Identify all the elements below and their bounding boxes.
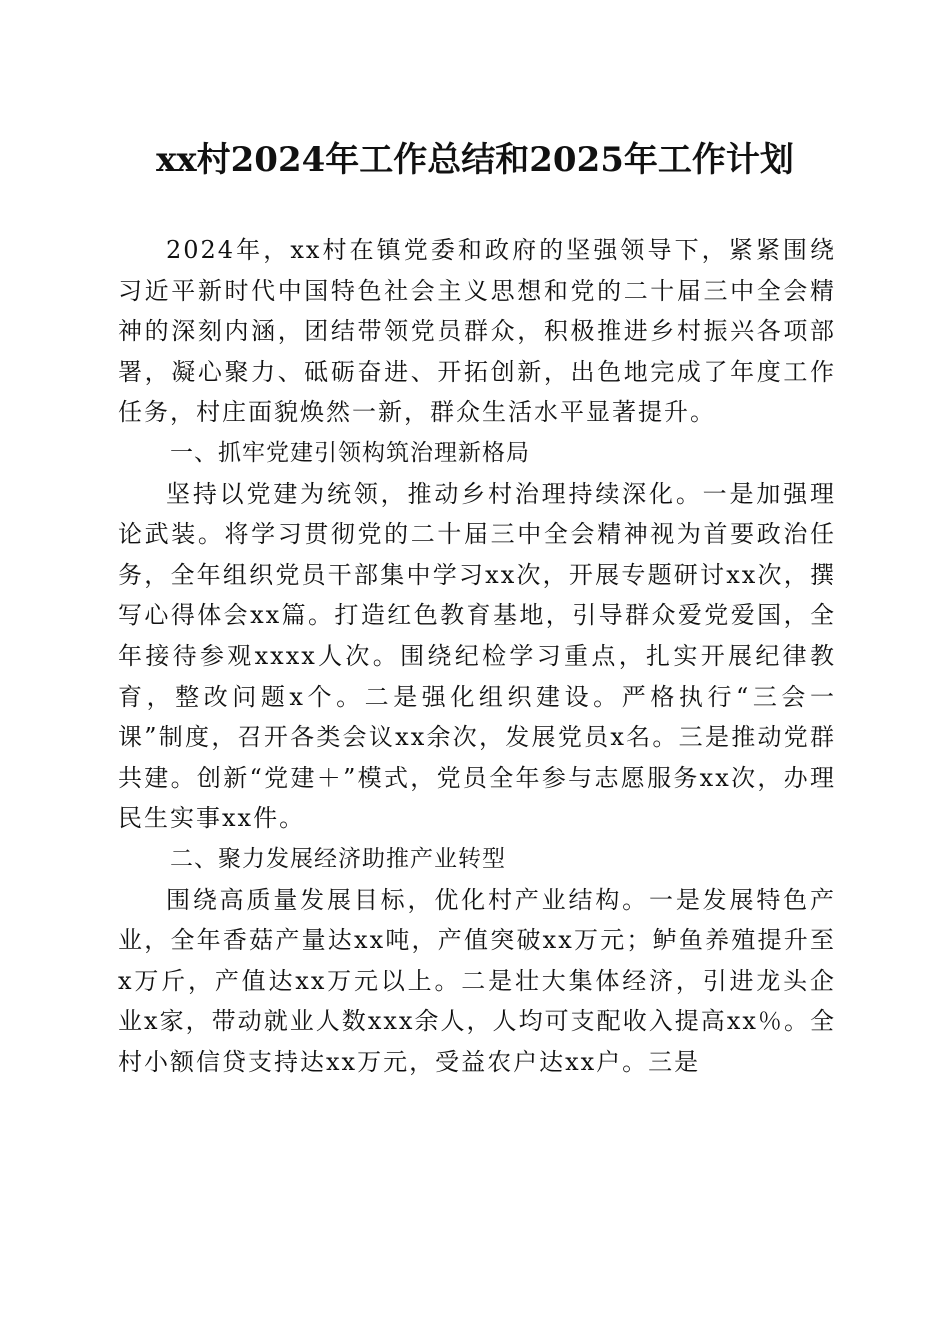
section-heading-economy: 二、聚力发展经济助推产业转型 [170, 845, 506, 872]
section-heading-party-building: 一、抓牢党建引领构筑治理新格局 [170, 439, 530, 466]
document-body [118, 230, 836, 1082]
section-paragraph-economy: 围绕高质量发展目标，优化村产业结构。一是发展特色产业，全年香菇产量达xx吨，产值突破xx万元；鲈鱼养殖提升至x万斤，产值达xx万元以上。二是壮大集体经济，引进龙头企业x家，带动就业人数xxx余人，人均可支配收入提高xx％。全村小额信贷支持达xx万元，受益农户达xx户。三是 [118, 885, 836, 1076]
section-paragraph-party-building: 坚持以党建为统领，推动乡村治理持续深化。一是加强理论武装。将学习贯彻党的二十届三中全会精神视为首要政治任务，全年组织党员干部集中学习xx次，开展专题研讨xx次，撰写心得体会xx篇。打造红色教育基地，引导群众爱党爱国，全年接待参观xxxx人次。围绕纪检学习重点，扎实开展纪律教育，整改问题x个。二是强化组织建设。严格执行“三会一课”制度，召开各类会议xx余次，发展党员x名。三是推动党群共建。创新“党建＋”模式，党员全年参与志愿服务xx次，办理民生实事xx件。 [118, 479, 836, 833]
intro-paragraph: 2024年，xx村在镇党委和政府的坚强领导下，紧紧围绕习近平新时代中国特色社会主义思想和党的二十届三中全会精神的深刻内涵，团结带领党员群众，积极推进乡村振兴各项部署，凝心聚力、砥砺奋进、开拓创新，出色地完成了年度工作任务，村庄面貌焕然一新，群众生活水平显著提升。 [118, 236, 836, 427]
document-title: xx村2024年工作总结和2025年工作计划 [156, 140, 794, 180]
